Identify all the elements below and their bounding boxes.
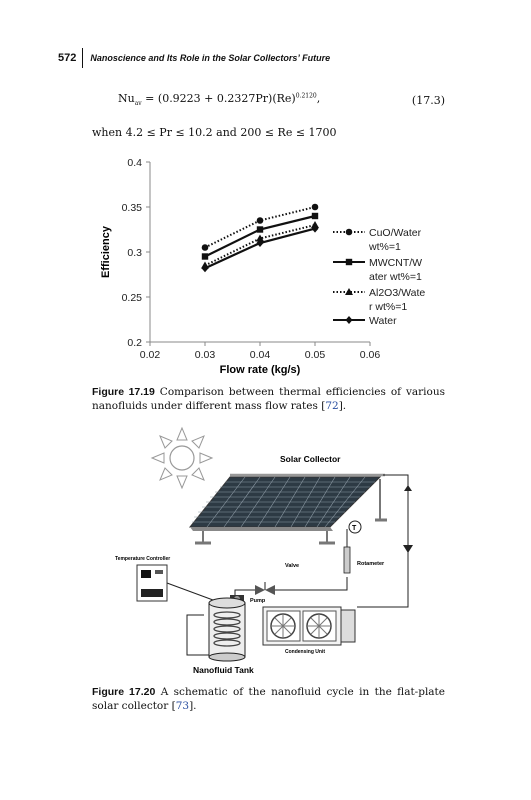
page-number: 572 <box>58 48 83 68</box>
data-point <box>312 204 319 211</box>
data-point <box>202 264 209 272</box>
eq-tail: , <box>316 92 321 105</box>
label-pump: Pump <box>250 598 266 604</box>
data-point <box>202 244 209 251</box>
eq-lhs-sub: av <box>134 100 142 108</box>
legend-label: CuO/Water <box>369 227 422 239</box>
legend-label: ater wt%=1 <box>369 271 422 283</box>
figure-17-20-caption <box>92 685 445 713</box>
legend-marker <box>346 316 353 324</box>
label-solar-collector: Solar Collector <box>280 454 341 464</box>
legend-label: Water <box>369 315 397 327</box>
y-axis-label: Efficiency <box>100 226 112 278</box>
x-axis-label: Flow rate (kg/s) <box>219 364 301 376</box>
nanofluid-tank-icon <box>209 598 245 661</box>
y-tick-label: 0.3 <box>127 247 142 259</box>
x-tick-label: 0.02 <box>139 349 161 361</box>
temperature-controller-icon <box>137 565 167 601</box>
label-condensing-unit: Condensing Unit <box>285 649 325 655</box>
y-tick-label: 0.2 <box>127 337 142 349</box>
running-title: Nanoscience and Its Role in the Solar Collectors’ Future <box>90 53 331 63</box>
valve-icon <box>255 582 275 595</box>
eq-lhs: Nu <box>118 92 135 105</box>
x-tick-label: 0.04 <box>249 349 271 361</box>
legend-label: r wt%=1 <box>369 301 408 313</box>
y-tick-label: 0.35 <box>121 202 142 214</box>
label-nanofluid-tank: Nanofluid Tank <box>193 665 254 675</box>
equation-condition: when 4.2 ≤ Pr ≤ 10.2 and 200 ≤ Re ≤ 1700 <box>92 126 337 139</box>
equation-number: (17.3) <box>411 94 445 107</box>
figure-label: Figure 17.20 <box>92 686 156 698</box>
running-header <box>58 48 330 68</box>
caption-end: ]. <box>338 400 347 412</box>
sun-icon <box>152 428 212 488</box>
figure-label: Figure 17.19 <box>92 386 155 398</box>
equation <box>118 92 320 107</box>
legend-marker <box>346 229 353 236</box>
data-point <box>202 253 208 259</box>
y-tick-label: 0.4 <box>127 157 142 169</box>
eq-rhs: = (0.9223 + 0.2327Pr)(Re) <box>141 92 296 105</box>
figure-17-19-caption <box>92 385 445 413</box>
data-point <box>312 213 318 219</box>
legend-label: wt%=1 <box>369 241 401 253</box>
x-tick-label: 0.05 <box>304 349 326 361</box>
label-t: T <box>352 525 357 532</box>
legend-label: MWCNT/W <box>369 257 423 269</box>
caption-text: A schematic of the nanofluid cycle in the flat-plate solar collector [ <box>92 686 445 712</box>
caption-text: Comparison between thermal efficiencies of various nanofluids under different mass flow rates [ <box>92 386 445 412</box>
citation-link[interactable]: 72 <box>325 400 339 412</box>
citation-link[interactable]: 73 <box>175 700 190 712</box>
data-point <box>257 217 264 224</box>
y-tick-label: 0.25 <box>121 292 142 304</box>
data-point <box>257 226 263 232</box>
label-temperature-controller: Temperature Controller <box>115 556 171 562</box>
rotameter-icon <box>344 547 350 573</box>
condensing-unit-icon <box>263 607 355 645</box>
efficiency-chart <box>95 150 475 380</box>
thermometer-icon <box>349 521 361 533</box>
nanofluid-cycle-schematic <box>95 425 445 680</box>
label-valve: Valve <box>285 563 300 569</box>
caption-end: ]. <box>189 700 197 712</box>
legend-label: Al2O3/Wate <box>369 287 426 299</box>
x-tick-label: 0.06 <box>359 349 381 361</box>
legend-marker <box>346 259 352 265</box>
eq-exponent: 0.2120 <box>295 92 317 100</box>
x-tick-label: 0.03 <box>194 349 216 361</box>
label-rotameter: Rotameter <box>357 561 385 567</box>
